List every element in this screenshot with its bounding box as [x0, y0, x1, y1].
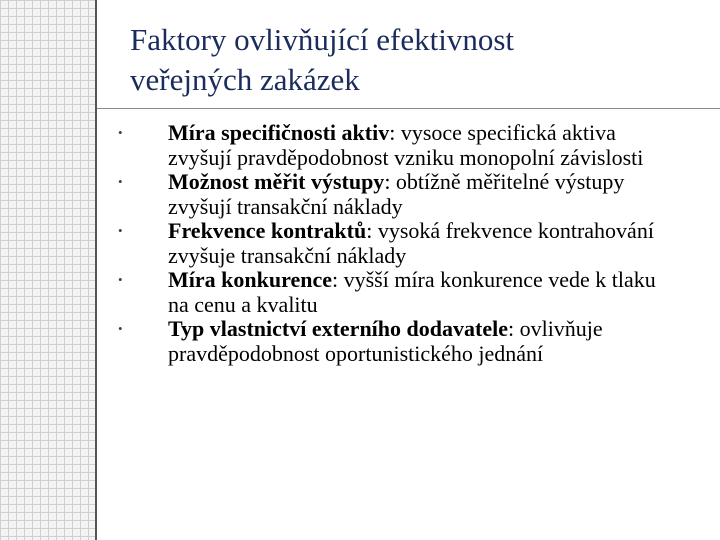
title-line-1: Faktory ovlivňující efektivnost [130, 22, 515, 57]
bullet-term: Typ vlastnictví externího dodavatele [168, 316, 508, 341]
list-item-output-measurability [118, 170, 678, 219]
bullet-icon: • [118, 321, 123, 336]
list-item-supplier-ownership [118, 317, 678, 366]
bullet-text: : vyšší míra konkurence vede k tlaku na cenu a kvalitu [168, 267, 656, 317]
bullet-term: Míra konkurence [168, 267, 332, 292]
title-line-2: veřejných zakázek [130, 62, 360, 97]
bullet-term: Míra specifičnosti aktiv [168, 120, 390, 145]
bullet-icon: • [118, 272, 123, 287]
list-item-competition-level [118, 268, 678, 317]
bullet-term: Možnost měřit výstupy [168, 169, 385, 194]
bullet-text: : obtížně měřitelné výstupy zvyšují transakční náklady [168, 169, 625, 219]
bullet-icon: • [118, 223, 123, 238]
bullet-icon: • [118, 174, 123, 189]
bullet-text: : ovlivňuje pravděpodobnost oportunistického jednání [168, 316, 603, 366]
list-item-asset-specificity [118, 121, 678, 170]
sidebar-grid-pattern [0, 0, 97, 540]
bullet-term: Frekvence kontraktů [168, 218, 367, 243]
slide-title [130, 20, 700, 100]
bullet-text: : vysoká frekvence kontrahování zvyšuje transakční náklady [168, 218, 654, 268]
list-item-contract-frequency [118, 219, 678, 268]
title-divider [97, 108, 720, 109]
bullet-text: : vysoce specifická aktiva zvyšují pravděpodobnost vzniku monopolní závislosti [168, 120, 644, 170]
bullet-icon: • [118, 125, 123, 140]
bullet-list [118, 121, 678, 366]
